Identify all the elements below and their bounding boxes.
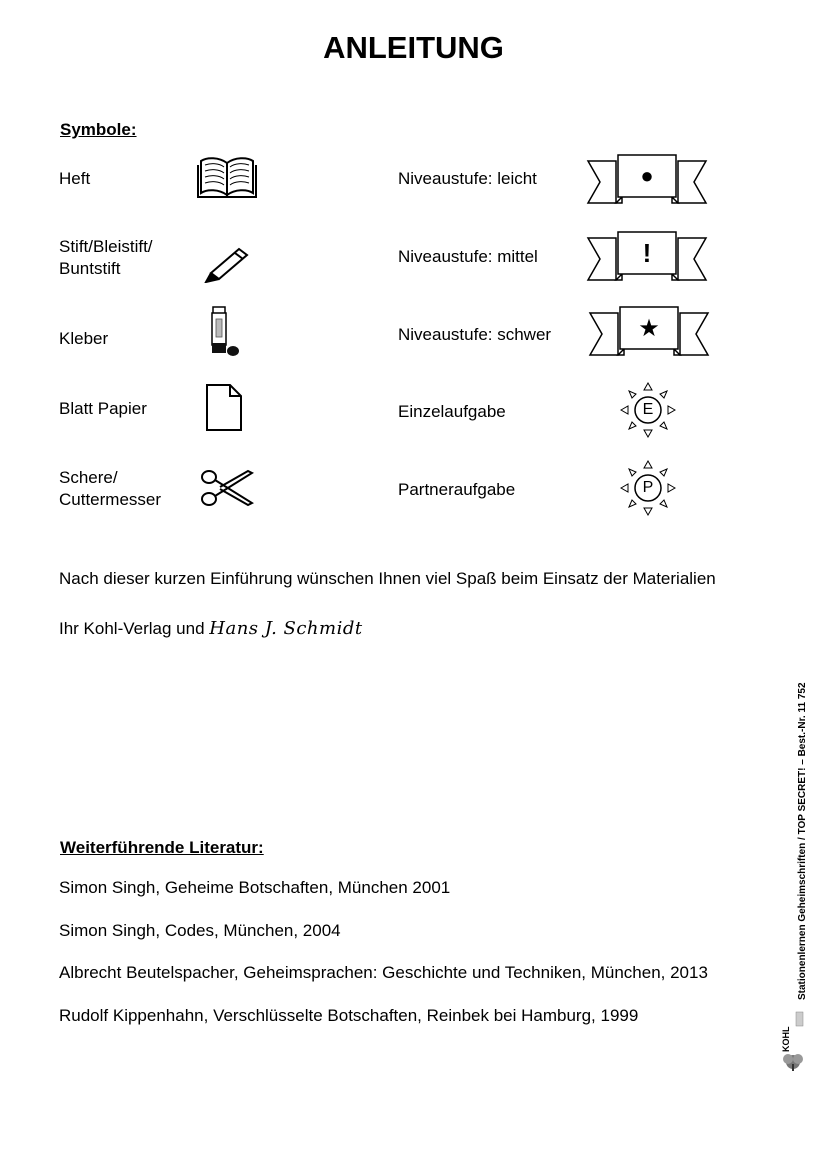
signoff-text: Ihr Kohl-Verlag und [59,619,205,638]
literature-item: Rudolf Kippenhahn, Verschlüsselte Botschaften, Reinbek bei Hamburg, 1999 [59,1006,639,1025]
scissors-icon [198,467,254,509]
intro-text: Nach dieser kurzen Einführung wünschen Ihnen viel Spaß beim Einsatz der Materialien [59,569,716,588]
signoff-line [59,618,363,640]
symbol-label-partner: Partneraufgabe [398,480,516,499]
level-medium-glyph: ! [642,237,652,268]
symbol-label-schere: Schere/ Cuttermesser [59,468,162,509]
symbol-label-einzel: Einzelaufgabe [398,402,506,421]
level-hard-glyph: ★ [638,314,660,342]
literature-item: Simon Singh, Geheime Botschaften, München 2001 [59,878,451,897]
partner-task-sun-icon [620,460,676,516]
publisher-logo [779,1010,807,1072]
level-hard-banner-icon [588,305,710,366]
paper-sheet-icon [205,383,245,433]
single-task-sun-icon [620,382,676,438]
symbols-heading: Symbole: [60,120,137,139]
level-easy-glyph: ● [640,163,654,188]
literature-item: Simon Singh, Codes, München, 2004 [59,921,341,940]
partner-task-glyph: P [642,479,654,496]
level-easy-banner-icon [586,153,708,214]
pencil-icon [203,243,251,283]
sidebar-product-info: Stationenlernen Geheimschriften / TOP SECRET! – Best.-Nr. 11 752 [797,682,808,1000]
glue-stick-icon [205,305,243,360]
signature: Hans J. Schmidt [209,618,363,639]
literature-item: Albrecht Beutelspacher, Geheimsprachen: Geschichte und Techniken, München, 2013 [59,963,708,982]
symbol-label-papier: Blatt Papier [59,399,147,418]
level-medium-banner-icon [586,230,708,291]
page-title: ANLEITUNG [323,30,504,65]
symbol-label-leicht: Niveaustufe: leicht [398,169,537,188]
publisher-name: KOHL [781,1026,791,1052]
symbol-label-mittel: Niveaustufe: mittel [398,247,538,266]
book-icon [197,155,257,200]
symbol-label-schwer: Niveaustufe: schwer [398,325,552,344]
symbol-label-kleber: Kleber [59,329,109,348]
symbol-label-stift: Stift/Bleistift/ Buntstift [59,237,153,278]
single-task-glyph: E [642,401,654,418]
symbol-label-heft: Heft [59,169,91,188]
literature-heading: Weiterführende Literatur: [60,838,264,857]
